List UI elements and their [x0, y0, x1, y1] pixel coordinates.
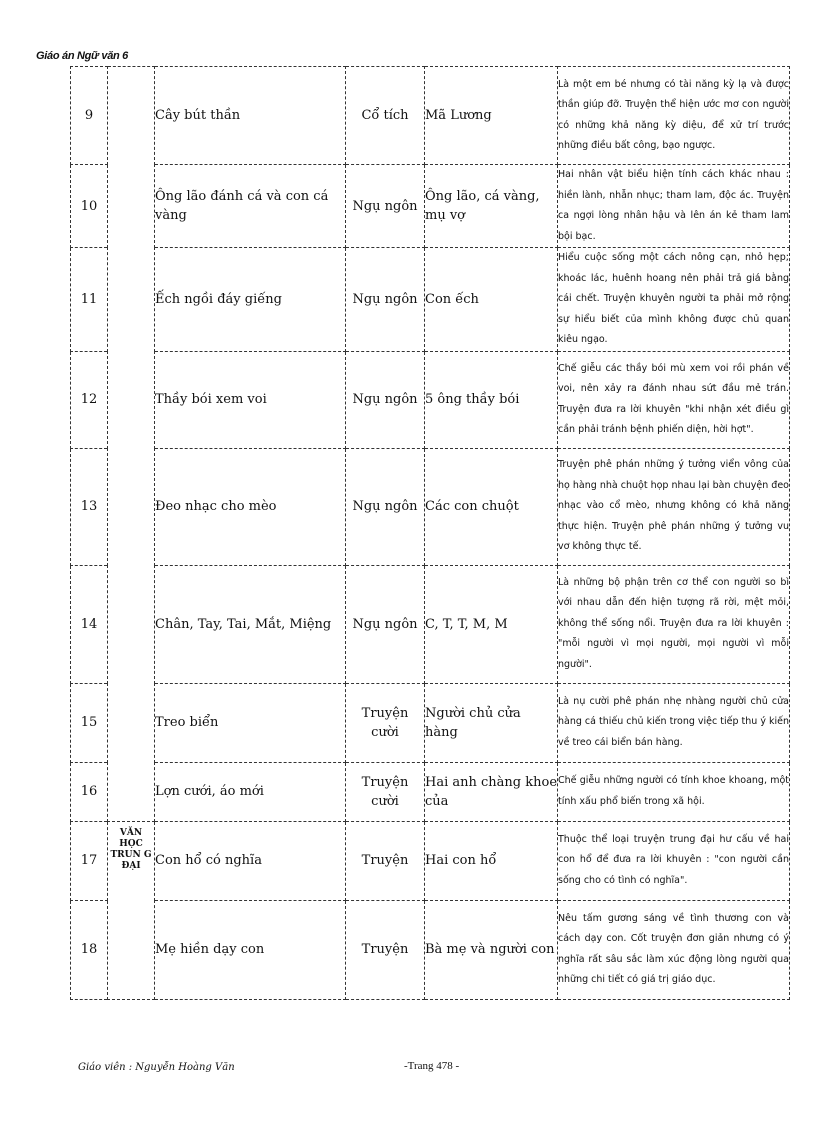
work-title: Cây bút thần [155, 67, 346, 165]
table-row [71, 821, 790, 900]
work-genre: Ngụ ngôn [346, 565, 425, 683]
table-row [71, 683, 790, 762]
work-characters: Người chủ cửa hàng [425, 683, 558, 762]
work-title: Thầy bói xem voi [155, 351, 346, 448]
work-meaning: Là những bộ phận trên cơ thể con người so bì với nhau dẫn đến hiện tượng rã rời, mệt mỏi, không thể sống nổi. Truyện đưa ra lời khuyên : "mỗi người vì mọi người, mọi người vì mỗi người". [558, 565, 790, 683]
work-title: Ếch ngồi đáy giếng [155, 248, 346, 352]
work-title: Đeo nhạc cho mèo [155, 448, 346, 565]
work-characters: Các con chuột [425, 448, 558, 565]
footer-teacher: Giáo viên : Nguyễn Hoàng Văn [78, 1062, 235, 1073]
table-row [71, 565, 790, 683]
work-title: Treo biển [155, 683, 346, 762]
work-genre: Ngụ ngôn [346, 351, 425, 448]
work-meaning: Hai nhân vật biểu hiện tính cách khác nhau : hiền lành, nhẫn nhục; tham lam, độc ác. Truyện ca ngợi lòng nhân hậu và lên án kẻ tham lam bội bạc. [558, 165, 790, 248]
work-genre: Ngụ ngôn [346, 448, 425, 565]
table-row [71, 67, 790, 165]
work-characters: C, T, T, M, M [425, 565, 558, 683]
row-number: 12 [71, 351, 108, 448]
work-genre: Ngụ ngôn [346, 248, 425, 352]
literature-table [70, 66, 790, 1000]
work-meaning: Là nụ cười phê phán nhẹ nhàng người chủ cửa hàng cá thiếu chủ kiến trong việc tiếp thu ý kiến về treo cái biển bán hàng. [558, 683, 790, 762]
work-genre: Truyện cười [346, 762, 425, 821]
work-characters: Ông lão, cá vàng, mụ vợ [425, 165, 558, 248]
footer-page-number: -Trang 478 - [404, 1060, 460, 1072]
row-number: 15 [71, 683, 108, 762]
work-meaning: Nêu tấm gương sáng về tình thương con và cách dạy con. Cốt truyện đơn giản nhưng có ý nghĩa rất sâu sắc làm xúc động lòng người qua những chi tiết có giá trị giáo dục. [558, 900, 790, 999]
work-characters: Hai con hổ [425, 821, 558, 900]
work-title: Chân, Tay, Tai, Mắt, Miệng [155, 565, 346, 683]
document-header: Giáo án Ngữ văn 6 [36, 50, 128, 62]
row-number: 18 [71, 900, 108, 999]
work-meaning: Là một em bé nhưng có tài năng kỳ lạ và được thần giúp đỡ. Truyện thể hiện ước mơ con người có những khả năng kỳ diệu, để xử trí trước những điều bất công, bạo ngược. [558, 67, 790, 165]
work-characters: 5 ông thầy bói [425, 351, 558, 448]
row-number: 14 [71, 565, 108, 683]
work-genre: Truyện [346, 821, 425, 900]
work-genre: Truyện [346, 900, 425, 999]
work-characters: Hai anh chàng khoe của [425, 762, 558, 821]
work-meaning: Hiểu cuộc sống một cách nông cạn, nhỏ hẹp; khoác lác, huênh hoang nên phải trả giá bằng cái chết. Truyện khuyên người ta phải mở rộng sự hiểu biết của mình không được chủ quan kiêu ngạo. [558, 248, 790, 352]
work-title: Ông lão đánh cá và con cá vàng [155, 165, 346, 248]
period-label: VĂN HỌC TRUN G ĐẠI [108, 821, 155, 999]
work-genre: Cổ tích [346, 67, 425, 165]
work-meaning: Chế giễu những người có tính khoe khoang, một tính xấu phổ biến trong xã hội. [558, 762, 790, 821]
table-row [71, 448, 790, 565]
work-meaning: Chế giễu các thầy bói mù xem voi rồi phán về voi, nên xảy ra đánh nhau sứt đầu mẻ trán. Truyện đưa ra lời khuyên "khi nhận xét điều gì cần phải tránh bệnh phiến diện, hời hợt". [558, 351, 790, 448]
table-row [71, 165, 790, 248]
row-number: 11 [71, 248, 108, 352]
work-meaning: Truyện phê phán những ý tưởng viển vông của họ hàng nhà chuột họp nhau lại bàn chuyện đeo nhạc vào cổ mèo, nhưng không có khả năng thực hiện. Truyện phê phán những ý tưởng vu vơ không thực tế. [558, 448, 790, 565]
work-title: Con hổ có nghĩa [155, 821, 346, 900]
period-cell-empty [108, 67, 155, 822]
row-number: 13 [71, 448, 108, 565]
table-row [71, 351, 790, 448]
row-number: 16 [71, 762, 108, 821]
work-characters: Mã Lương [425, 67, 558, 165]
row-number: 9 [71, 67, 108, 165]
work-characters: Bà mẹ và người con [425, 900, 558, 999]
work-genre: Ngụ ngôn [346, 165, 425, 248]
work-title: Lợn cưới, áo mới [155, 762, 346, 821]
work-characters: Con ếch [425, 248, 558, 352]
table-row [71, 248, 790, 352]
table-row [71, 762, 790, 821]
row-number: 17 [71, 821, 108, 900]
row-number: 10 [71, 165, 108, 248]
work-title: Mẹ hiền dạy con [155, 900, 346, 999]
work-meaning: Thuộc thể loại truyện trung đại hư cấu về hai con hổ để đưa ra lời khuyên : "con người cần sống cho có tình có nghĩa". [558, 821, 790, 900]
work-genre: Truyện cười [346, 683, 425, 762]
table-row [71, 900, 790, 999]
